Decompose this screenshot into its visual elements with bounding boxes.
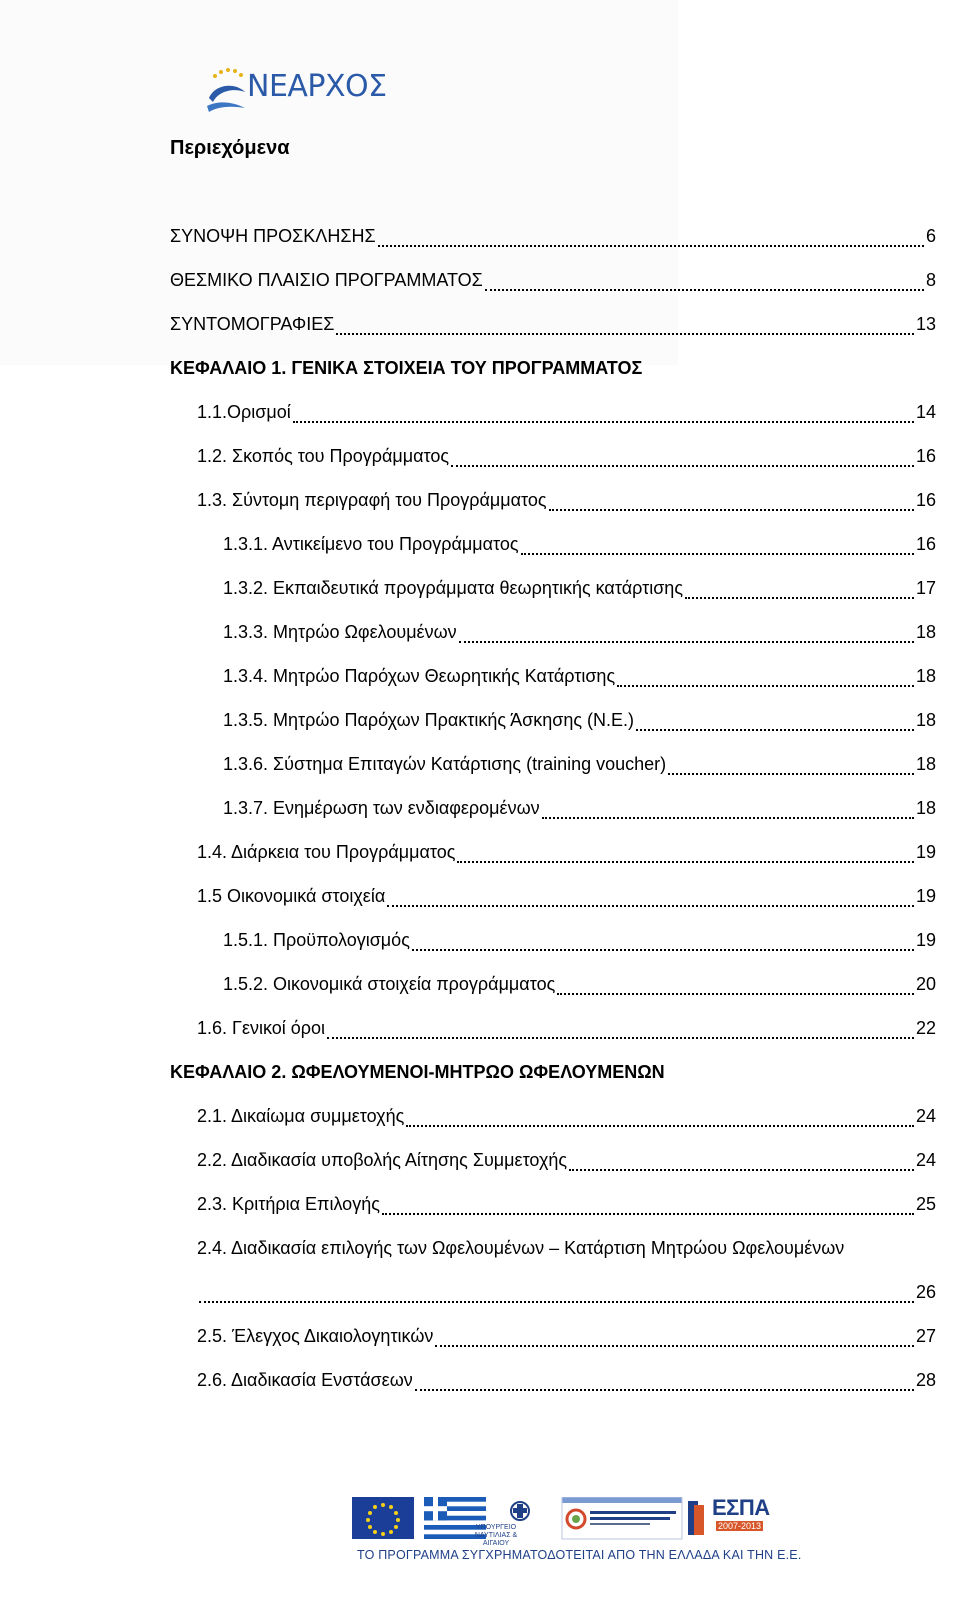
toc-page-number: 24 bbox=[915, 1106, 936, 1126]
toc-entry[interactable] bbox=[170, 268, 936, 292]
toc-entry-title: 1.3.7. Ενημέρωση των ενδιαφερομένων bbox=[223, 798, 540, 818]
toc-leader-dots bbox=[457, 847, 914, 863]
toc-leader-dots bbox=[406, 1111, 914, 1127]
toc-page-number: 8 bbox=[925, 270, 936, 290]
toc-entry-title: 1.3.2. Εκπαιδευτικά προγράμματα θεωρητικής κατάρτισης bbox=[223, 578, 683, 598]
toc-entry[interactable] bbox=[223, 752, 936, 776]
toc-entry[interactable] bbox=[223, 796, 936, 820]
toc-page-number: 16 bbox=[915, 534, 936, 554]
ministry-emblem-icon bbox=[511, 1502, 529, 1520]
toc-entry-title: 2.6. Διαδικασία Ενστάσεων bbox=[197, 1370, 413, 1390]
toc-page-number: 18 bbox=[915, 798, 936, 818]
toc-leader-dots bbox=[451, 451, 914, 467]
toc-entry[interactable] bbox=[197, 884, 936, 908]
toc-page-number: 16 bbox=[915, 490, 936, 510]
toc-entry[interactable] bbox=[197, 1324, 936, 1348]
toc-page-number: 24 bbox=[915, 1150, 936, 1170]
toc-entry-title: 1.3.5. Μητρώο Παρόχων Πρακτικής Άσκησης (Ν.Ε.) bbox=[223, 710, 635, 730]
toc-entry[interactable] bbox=[197, 444, 936, 468]
toc-entry[interactable] bbox=[197, 488, 936, 512]
toc-entry[interactable] bbox=[223, 928, 936, 952]
toc-leader-dots bbox=[521, 539, 914, 555]
toc-page-number: 18 bbox=[915, 710, 936, 730]
toc-leader-dots bbox=[459, 627, 914, 643]
toc-entry[interactable] bbox=[197, 1016, 936, 1040]
toc-entry[interactable] bbox=[223, 576, 936, 600]
toc-entry-title: 1.5 Οικονομικά στοιχεία bbox=[197, 886, 386, 906]
toc-entry-title: ΣΥΝΤΟΜΟΓΡΑΦΙΕΣ bbox=[170, 314, 335, 334]
toc-page-number: 16 bbox=[915, 446, 936, 466]
toc-entry-title: ΣΥΝΟΨΗ ΠΡΟΣΚΛΗΣΗΣ bbox=[170, 226, 376, 246]
toc-page-number: 25 bbox=[915, 1194, 936, 1214]
toc-heading: Περιεχόμενα bbox=[170, 137, 290, 159]
toc-entry-title: 2.5. Έλεγχος Δικαιολογητικών bbox=[197, 1326, 434, 1346]
toc-entry-title: 2.2. Διαδικασία υποβολής Αίτησης Συμμετοχής bbox=[197, 1150, 568, 1170]
toc-page-number: 17 bbox=[915, 578, 936, 598]
toc-entry[interactable] bbox=[197, 1104, 936, 1128]
toc-entry[interactable] bbox=[197, 1192, 936, 1216]
toc-chapter-heading[interactable] bbox=[170, 356, 936, 380]
toc-entry-title: 2.1. Δικαίωμα συμμετοχής bbox=[197, 1106, 405, 1126]
toc-leader-dots bbox=[412, 935, 914, 951]
toc-leader-dots bbox=[542, 803, 914, 819]
toc-page-number: 6 bbox=[925, 226, 936, 246]
toc-page-number: 19 bbox=[915, 930, 936, 950]
toc-page-number: 28 bbox=[915, 1370, 936, 1390]
toc-leader-dots bbox=[327, 1023, 914, 1039]
toc-entry-title: 2.4. Διαδικασία επιλογής των Ωφελουμένων – Κατάρτιση Μητρώου Ωφελουμένων bbox=[197, 1238, 845, 1258]
toc-page-number: 19 bbox=[915, 842, 936, 862]
espa-logo bbox=[688, 1501, 704, 1535]
toc-leader-dots bbox=[636, 715, 914, 731]
toc-entry-title: 1.6. Γενικοί όροι bbox=[197, 1018, 326, 1038]
toc-leader-dots bbox=[415, 1375, 914, 1391]
toc-leader-dots bbox=[549, 495, 914, 511]
toc-page-number: 26 bbox=[915, 1282, 936, 1302]
toc-entry-title: 1.3.6. Σύστημα Επιταγών Κατάρτισης (training voucher) bbox=[223, 754, 667, 774]
toc-leader-dots bbox=[668, 759, 914, 775]
toc-entry-title: 1.5.1. Προϋπολογισμός bbox=[223, 930, 410, 950]
toc-leader-dots bbox=[569, 1155, 914, 1171]
ministry-label: ΥΠΟΥΡΓΕΙΟ ΝΑΥΤΙΛΙΑΣ & ΑΙΓΑΙΟΥ bbox=[474, 1524, 518, 1547]
toc-entry[interactable] bbox=[223, 972, 936, 996]
toc-page-number: 18 bbox=[915, 622, 936, 642]
eu-flag-icon bbox=[352, 1497, 414, 1539]
toc-entry-title: 1.3.1. Αντικείμενο του Προγράμματος bbox=[223, 534, 519, 554]
toc-entry[interactable] bbox=[223, 532, 936, 556]
toc-page-number: 18 bbox=[915, 666, 936, 686]
toc-page-number: 13 bbox=[915, 314, 936, 334]
toc-page-number: 18 bbox=[915, 754, 936, 774]
toc-page-number: 22 bbox=[915, 1018, 936, 1038]
toc-entry-title: 2.3. Κριτήρια Επιλογής bbox=[197, 1194, 380, 1214]
toc-page-number: 19 bbox=[915, 886, 936, 906]
toc-entry-title: 1.1.Ορισμοί bbox=[197, 402, 291, 422]
toc-page-number: 27 bbox=[915, 1326, 936, 1346]
toc-leader-dots bbox=[485, 275, 924, 291]
espa-label: ΕΣΠΑ bbox=[712, 1495, 770, 1520]
toc-entry-title: 1.2. Σκοπός του Προγράμματος bbox=[197, 446, 450, 466]
toc-entry[interactable] bbox=[197, 840, 936, 864]
toc-leader-dots bbox=[435, 1331, 914, 1347]
toc-entry-title: 1.4. Διάρκεια του Προγράμματος bbox=[197, 842, 456, 862]
logo-wordmark: ΝΕΑΡΧΟΣ bbox=[247, 69, 387, 104]
toc-leader-dots bbox=[387, 891, 914, 907]
toc-entry-title: ΚΕΦΑΛΑΙΟ 1. ΓΕΝΙΚΑ ΣΤΟΙΧΕΙΑ ΤΟΥ ΠΡΟΓΡΑΜΜΑΤΟΣ bbox=[170, 358, 643, 378]
operational-programme-logo bbox=[562, 1497, 682, 1539]
funding-logos-strip bbox=[352, 1497, 772, 1547]
toc-entry[interactable] bbox=[223, 620, 936, 644]
toc-leader-dots bbox=[557, 979, 914, 995]
toc-entry[interactable] bbox=[197, 1236, 936, 1260]
toc-entry[interactable] bbox=[197, 400, 936, 424]
toc-entry[interactable] bbox=[197, 1280, 936, 1304]
toc-entry-title: 1.3.3. Μητρώο Ωφελουμένων bbox=[223, 622, 457, 642]
toc-entry[interactable] bbox=[197, 1368, 936, 1392]
toc-entry-title: ΘΕΣΜΙΚΟ ΠΛΑΙΣΙΟ ΠΡΟΓΡΑΜΜΑΤΟΣ bbox=[170, 270, 483, 290]
toc-page-number: 20 bbox=[915, 974, 936, 994]
toc-chapter-heading[interactable] bbox=[170, 1060, 936, 1084]
toc-leader-dots bbox=[685, 583, 914, 599]
toc-leader-dots bbox=[336, 319, 914, 335]
toc-entry-title: 1.5.2. Οικονομικά στοιχεία προγράμματος bbox=[223, 974, 556, 994]
toc-entry-title: 1.3.4. Μητρώο Παρόχων Θεωρητικής Κατάρτισης bbox=[223, 666, 616, 686]
toc-entry[interactable] bbox=[223, 664, 936, 688]
logo-emblem-icon bbox=[205, 66, 249, 118]
cofinancing-statement: ΤΟ ΠΡΟΓΡΑΜΜΑ ΣΥΓΧΡΗΜΑΤΟΔΟΤΕΙΤΑΙ ΑΠΟ ΤΗΝ ΕΛΛΑΔΑ ΚΑΙ ΤΗΝ Ε.Ε. bbox=[357, 1548, 802, 1562]
toc-entry[interactable] bbox=[223, 708, 936, 732]
toc-leader-dots bbox=[199, 1287, 914, 1303]
toc-leader-dots bbox=[378, 231, 924, 247]
nearchos-logo bbox=[205, 66, 395, 118]
espa-years: 2007-2013 bbox=[718, 1521, 762, 1531]
toc-leader-dots bbox=[382, 1199, 914, 1215]
toc-entry[interactable] bbox=[170, 224, 936, 248]
toc-page-number: 14 bbox=[915, 402, 936, 422]
toc-entry[interactable] bbox=[170, 312, 936, 336]
toc-entry[interactable] bbox=[197, 1148, 936, 1172]
toc-leader-dots bbox=[293, 407, 914, 423]
toc-leader-dots bbox=[617, 671, 914, 687]
toc-entry-title: 1.3. Σύντομη περιγραφή του Προγράμματος bbox=[197, 490, 547, 510]
header-shaded-area bbox=[0, 0, 678, 365]
toc-entry-title: ΚΕΦΑΛΑΙΟ 2. ΩΦΕΛΟΥΜΕΝΟΙ-ΜΗΤΡΩΟ ΩΦΕΛΟΥΜΕΝΩΝ bbox=[170, 1062, 665, 1082]
